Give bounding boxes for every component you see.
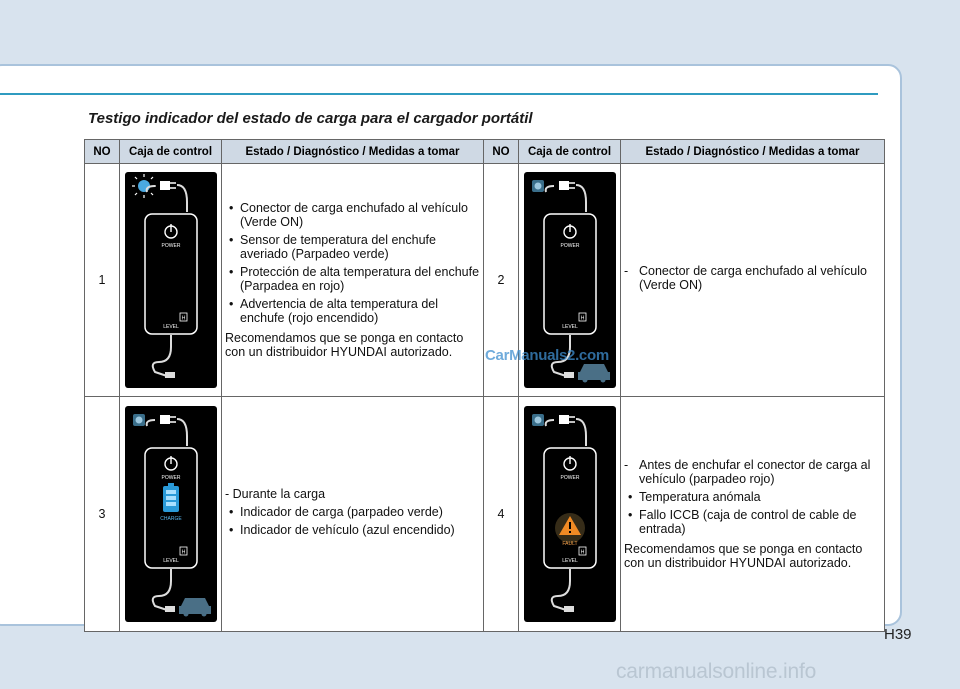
level-label: LEVEL (561, 558, 578, 564)
top-rule (0, 93, 878, 95)
plug-icon (160, 181, 170, 190)
control-box-image (125, 406, 217, 622)
level-label: LEVEL (162, 558, 179, 564)
status-bullet: • Sensor de temperatura del enchufe averiado (Parpadeo verde) (225, 233, 480, 261)
control-box-cell (519, 397, 621, 632)
power-label: POWER (161, 475, 180, 481)
header-control-box: Caja de control (519, 140, 621, 164)
level-badge: H (181, 315, 185, 322)
header-no: NO (85, 140, 120, 164)
status-note: Recomendamos que se ponga en contacto con un distribuidor HYUNDAI autorizado. (225, 331, 464, 359)
power-label: POWER (560, 243, 579, 249)
control-box-image (524, 406, 616, 622)
footer-watermark: carmanualsonline.info (616, 660, 817, 683)
charge-label: CHARGE (159, 516, 182, 522)
level-badge: H (181, 549, 185, 556)
status-cell (222, 397, 484, 632)
table-row (85, 397, 885, 632)
status-cell (621, 397, 885, 632)
status-cell (621, 164, 885, 397)
warning-icon (555, 513, 585, 543)
battery-charging-icon (163, 483, 179, 512)
watermark: CarManuals2.com (485, 347, 609, 364)
control-box-cell (120, 164, 222, 397)
status-bullet: • Fallo ICCB (caja de control de cable de entrada) (624, 508, 881, 536)
level-label: LEVEL (561, 324, 578, 330)
plug-icon (559, 415, 569, 424)
control-box-image (125, 172, 217, 388)
status-intro: - Durante la carga (225, 487, 326, 501)
car-icon (179, 598, 211, 617)
plug-icon (559, 181, 569, 190)
row-number: 1 (85, 164, 120, 397)
row-number: 4 (484, 397, 519, 632)
status-dash-item: - Antes de enchufar el conector de carga al vehículo (parpadeo rojo) (624, 458, 881, 486)
header-control-box: Caja de control (120, 140, 222, 164)
level-label: LEVEL (162, 324, 179, 330)
header-no: NO (484, 140, 519, 164)
level-badge: H (580, 549, 584, 556)
status-bullet: • Indicador de carga (parpadeo verde) (225, 505, 480, 519)
status-bullet: • Protección de alta temperatura del enchufe (Parpadea en rojo) (225, 265, 480, 293)
status-bullet: • Advertencia de alta temperatura del enchufe (rojo encendido) (225, 297, 480, 325)
section-title: Testigo indicador del estado de carga para el cargador portátil (88, 110, 533, 127)
status-bullet: • Temperatura anómala (624, 490, 881, 504)
row-number: 2 (484, 164, 519, 397)
table-header-row (85, 140, 885, 164)
control-box-cell (120, 397, 222, 632)
status-dash-item: - Conector de carga enchufado al vehículo (Verde ON) (624, 264, 881, 292)
status-bullet: • Conector de carga enchufado al vehículo (Verde ON) (225, 201, 480, 229)
plug-indicator-icon (138, 180, 150, 192)
power-label: POWER (161, 243, 180, 249)
page-number: H39 (884, 626, 912, 643)
status-bullet: • Indicador de vehículo (azul encendido) (225, 523, 480, 537)
power-label: POWER (560, 475, 579, 481)
car-icon (578, 364, 610, 383)
row-number: 3 (85, 397, 120, 632)
status-note: Recomendamos que se ponga en contacto con un distribuidor HYUNDAI autorizado. (624, 542, 863, 570)
fault-label: FAULT (561, 541, 578, 547)
plug-icon (160, 415, 170, 424)
status-cell (222, 164, 484, 397)
status-table (84, 139, 885, 632)
header-status: Estado / Diagnóstico / Medidas a tomar (222, 140, 484, 164)
header-status: Estado / Diagnóstico / Medidas a tomar (621, 140, 885, 164)
level-badge: H (580, 315, 584, 322)
